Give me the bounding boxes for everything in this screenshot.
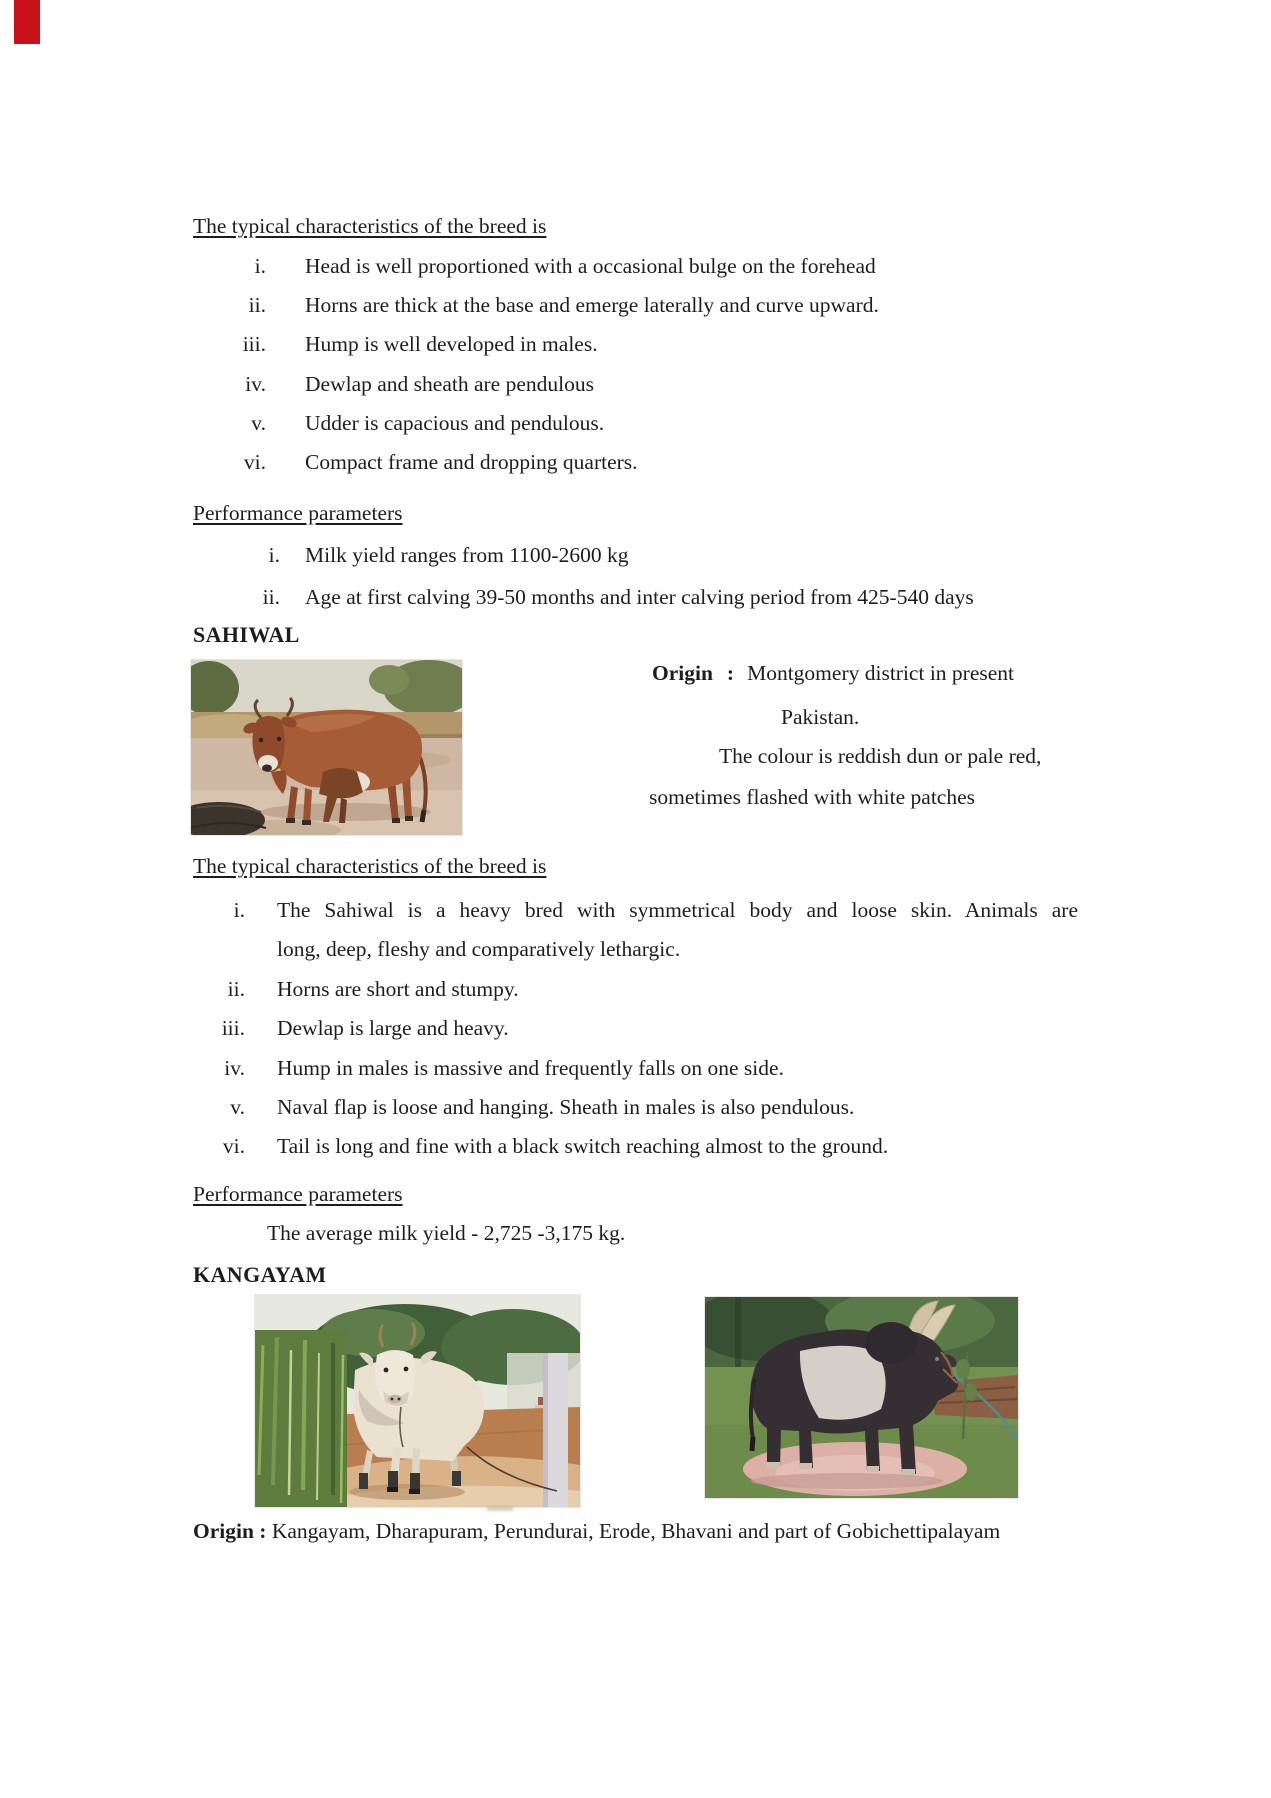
- list-item: v. Naval flap is loose and hanging. Sheath in males is also pendulous.: [230, 1095, 855, 1120]
- kangayam-white-cow-illustration: [255, 1295, 580, 1507]
- breed1-characteristics-heading: The typical characteristics of the breed is: [193, 214, 547, 238]
- breed1-performance-list: [193, 544, 974, 628]
- list-item: iii. Hump is well developed in males.: [242, 332, 598, 357]
- list-item: vi. Tail is long and fine with a black switch reaching almost to the ground.: [222, 1134, 889, 1159]
- sahiwal-characteristics-list: [193, 891, 1078, 1167]
- photo-caption-mark: [487, 1506, 513, 1511]
- origin-text: Montgomery district in present: [747, 661, 1015, 685]
- scan-artifact-red-mark: [14, 0, 40, 44]
- origin-label: Origin: [652, 661, 713, 685]
- sahiwal-origin-line-3: The colour is reddish dun or pale red,: [719, 744, 1042, 768]
- list-item: ii. Horns are thick at the base and emerge laterally and curve upward.: [248, 293, 879, 318]
- sahiwal-title: SAHIWAL: [193, 622, 300, 647]
- list-item: v. Udder is capacious and pendulous.: [251, 410, 605, 435]
- kangayam-photo-right: [705, 1297, 1018, 1498]
- list-item: vi. Compact frame and dropping quarters.: [243, 449, 638, 474]
- list-item: ii. Age at first calving 39-50 months and inter calving period from 425-540 days: [262, 585, 974, 609]
- item-line-2: long, deep, fleshy and comparatively lethargic.: [277, 937, 681, 962]
- breed1-characteristics-list: [193, 255, 879, 490]
- sahiwal-performance-heading: Performance parameters: [193, 1182, 403, 1206]
- sahiwal-origin-line-1: [652, 662, 1014, 684]
- kangayam-title: KANGAYAM: [193, 1262, 327, 1287]
- list-item: iv. Hump in males is massive and frequently falls on one side.: [224, 1055, 784, 1080]
- sahiwal-characteristics-heading: The typical characteristics of the breed is: [193, 854, 547, 878]
- kangayam-origin-line: [193, 1520, 1000, 1542]
- sahiwal-performance-line: The average milk yield - 2,725 -3,175 kg.: [267, 1221, 626, 1245]
- sahiwal-origin-line-2: Pakistan.: [781, 705, 860, 729]
- list-item: i. Head is well proportioned with a occasional bulge on the forehead: [254, 254, 876, 278]
- list-item: i. Milk yield ranges from 1100-2600 kg: [268, 543, 629, 567]
- origin-label: Origin :: [193, 1519, 267, 1543]
- item-line-1: The Sahiwal is a heavy bred with symmetrical body and loose skin. Animals are: [277, 898, 1078, 922]
- origin-text: Kangayam, Dharapuram, Perundurai, Erode, Bhavani and part of Gobichettipalayam: [271, 1519, 1001, 1543]
- sahiwal-photo: [191, 660, 462, 835]
- kangayam-bull-illustration: [705, 1297, 1018, 1498]
- list-item: ii. Horns are short and stumpy.: [227, 976, 519, 1001]
- sahiwal-origin-line-4: sometimes flashed with white patches: [649, 785, 976, 809]
- kangayam-photo-left: [255, 1295, 580, 1507]
- breed1-performance-heading: Performance parameters: [193, 501, 403, 525]
- list-item: iv. Dewlap and sheath are pendulous: [245, 371, 594, 396]
- origin-colon: :: [726, 661, 735, 685]
- sahiwal-cow-illustration: [191, 660, 462, 835]
- list-item: iii. Dewlap is large and heavy.: [221, 1016, 509, 1041]
- list-item: i. The Sahiwal is a heavy bred with symmetrical body and loose skin. Animals are long, deep, fleshy and comparatively lethargic.: [193, 891, 1078, 970]
